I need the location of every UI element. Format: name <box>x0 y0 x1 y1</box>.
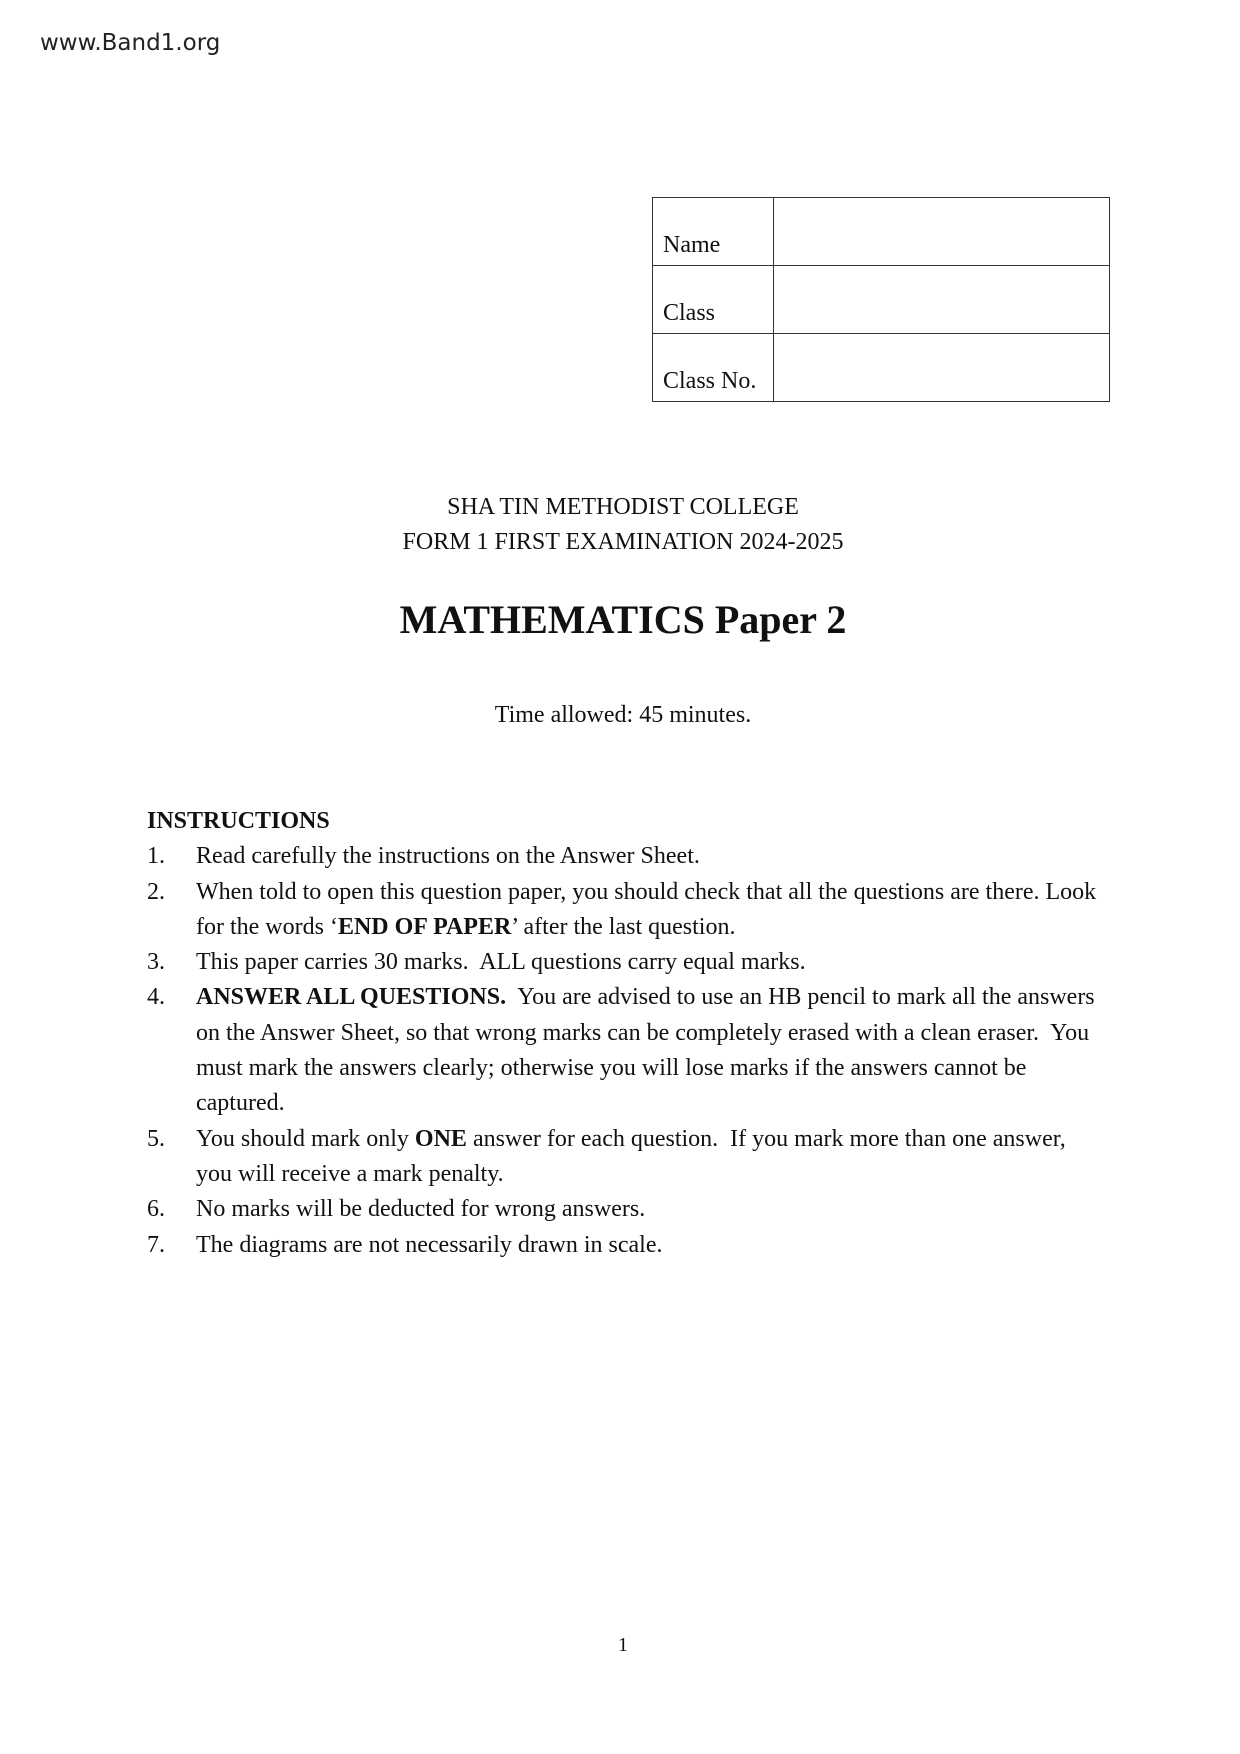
time-allowed: Time allowed: 45 minutes. <box>494 702 752 728</box>
page-number: 1 <box>618 1634 628 1656</box>
instruction-item <box>147 945 1097 980</box>
instructions <box>147 804 1103 1263</box>
instruction-text <box>196 980 1101 1121</box>
class-label: Class <box>653 266 774 334</box>
table-row <box>653 334 1110 402</box>
text-run: You are advised to use an HB pencil to mark all the answers on the Answer Sheet, so that wrong marks can be completely erased with a clean eraser. You must mark the answers clearly; otherwise you will lose marks if the answers cannot be captured. <box>196 984 1101 1117</box>
school-name: SHA TIN METHODIST COLLEGE <box>447 494 799 520</box>
instruction-text <box>196 945 806 980</box>
instruction-number: 1. <box>147 843 165 870</box>
name-field[interactable] <box>774 198 1110 266</box>
bold-text: ONE <box>414 1125 467 1152</box>
class-no-field[interactable] <box>774 334 1110 402</box>
text-run: No marks will be deducted for wrong answers. <box>196 1196 646 1223</box>
exam-name: FORM 1 FIRST EXAMINATION 2024-2025 <box>402 529 844 555</box>
instruction-number: 3. <box>147 949 165 976</box>
paper-title: MATHEMATICS Paper 2 <box>399 597 847 642</box>
instruction-item <box>147 1122 1097 1193</box>
instruction-item <box>147 1228 1097 1263</box>
exam-header <box>0 490 1240 560</box>
table-row <box>653 266 1110 334</box>
class-field[interactable] <box>774 266 1110 334</box>
instruction-text <box>196 1192 645 1227</box>
instruction-text <box>196 1122 1097 1193</box>
instruction-item <box>147 980 1101 1121</box>
text-run: Read carefully the instructions on the Answer Sheet. <box>196 843 700 870</box>
instruction-number: 4. <box>147 984 165 1011</box>
instruction-number: 7. <box>147 1231 165 1258</box>
bold-text: END OF PAPER <box>337 913 512 940</box>
instruction-number: 6. <box>147 1196 165 1223</box>
instructions-heading: INSTRUCTIONS <box>147 808 330 834</box>
student-info-table <box>652 197 1110 402</box>
watermark: www.Band1.org <box>40 30 221 56</box>
bold-text: ANSWER ALL QUESTIONS. <box>196 984 507 1011</box>
text-run: answer for each question. If you mark more than one answer, you will receive a mark penalty. <box>196 1125 1072 1187</box>
instruction-item <box>147 1192 1097 1227</box>
class-no-label: Class No. <box>653 334 774 402</box>
table-row <box>653 198 1110 266</box>
text-run: The diagrams are not necessarily drawn in scale. <box>196 1231 663 1258</box>
instruction-item <box>147 875 1103 946</box>
name-label: Name <box>653 198 774 266</box>
text-run: When told to open this question paper, you should check that all the questions are there. Look for the words ‘ <box>196 878 1103 940</box>
text-run: ’ after the last question. <box>511 913 736 940</box>
instruction-text <box>196 839 700 874</box>
instruction-number: 2. <box>147 878 165 905</box>
text-run: You should mark only <box>196 1125 415 1152</box>
instruction-text <box>196 1228 662 1263</box>
instruction-number: 5. <box>147 1125 165 1152</box>
instruction-item <box>147 839 1097 874</box>
text-run: This paper carries 30 marks. ALL questions carry equal marks. <box>196 949 806 976</box>
instruction-text <box>196 875 1103 946</box>
